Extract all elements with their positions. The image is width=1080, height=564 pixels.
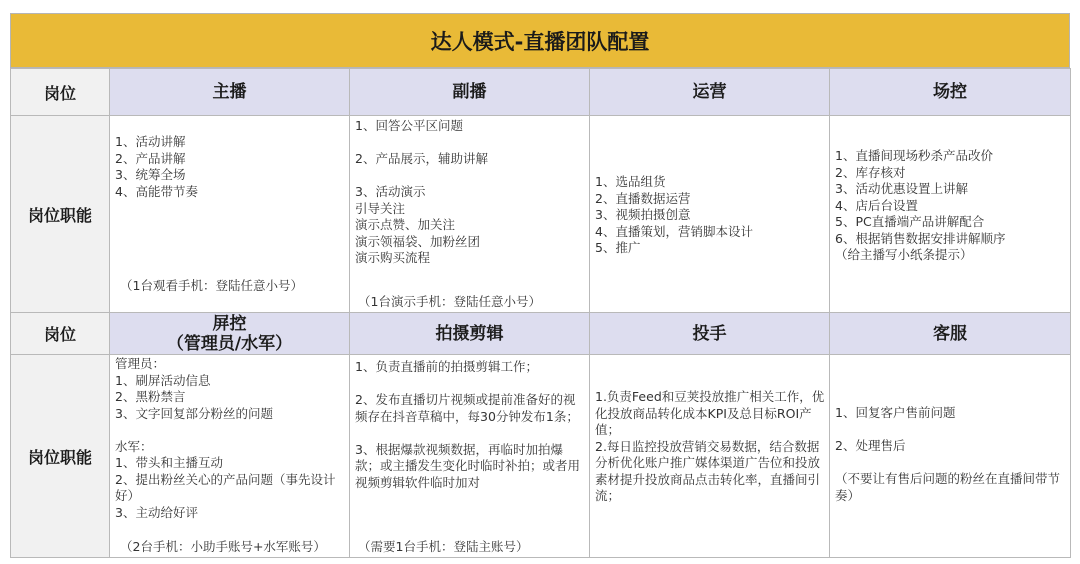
cell-screen-control-duties	[110, 355, 350, 558]
screen-control-subtitle: （管理员/水军）	[166, 333, 293, 354]
page-title: 达人模式-直播团队配置	[10, 13, 1070, 68]
cell-operations-duties	[590, 116, 830, 313]
cell-field-control-duties	[830, 116, 1071, 313]
screen-control-title: 屏控	[212, 313, 247, 334]
header-ad-buyer: 投手	[590, 313, 830, 355]
row-label-position: 岗位	[11, 69, 110, 116]
co-anchor-device-note: （1台演示手机：登陆任意小号）	[358, 293, 541, 309]
cell-co-anchor-duties	[350, 116, 590, 313]
filming-duties-text: 1、负责直播前的拍摄剪辑工作； 2、发布直播切片视频或提前准备好的视频存在抖音草稿中，每30分钟发布1条； 3、根据爆款视频数据，再临时加拍爆款；或主播发生变化时临时补拍；或者用视频剪辑软件临时加对	[355, 359, 581, 490]
cell-ad-buyer-duties	[590, 355, 830, 558]
cell-filming-duties	[350, 355, 590, 558]
header-operations: 运营	[590, 69, 830, 116]
duty-row-2	[11, 355, 1071, 558]
anchor-device-note: （1台观看手机：登陆任意小号）	[120, 277, 303, 293]
field-control-duties-text: 1、直播间现场秒杀产品改价 2、库存核对 3、活动优惠设置上讲解 4、店后台设置 5、PC直播端产品讲解配合 6、根据销售数据安排讲解顺序 （给主播写小纸条提示）	[835, 148, 1006, 262]
team-table	[10, 68, 1071, 558]
duty-row-1	[11, 116, 1071, 313]
cell-customer-service-duties	[830, 355, 1071, 558]
header-customer-service: 客服	[830, 313, 1071, 355]
team-config-sheet	[10, 13, 1070, 558]
filming-device-note: （需要1台手机：登陆主账号）	[358, 538, 529, 554]
screen-control-duties-text: 管理员： 1、刷屏活动信息 2、黑粉禁言 3、文字回复部分粉丝的问题 水军： 1、带头和主播互动 2、提出粉丝关心的产品问题（事先设计好） 3、主动给好评	[115, 356, 336, 520]
ad-buyer-duties-text: 1.负责Feed和豆荚投放推广相关工作，优化投放商品转化成本KPI及总目标ROI产值； 2.每日监控投放营销交易数据，结合数据分析优化账户推广媒体渠道广告位和投放素材提升投放商品点击转化率，直播间引流；	[595, 389, 825, 503]
anchor-duties-text: 1、活动讲解 2、产品讲解 3、统筹全场 4、高能带节奏	[115, 134, 198, 199]
header-row-1	[11, 69, 1071, 116]
header-filming-editing: 拍摄剪辑	[350, 313, 590, 355]
header-screen-control	[110, 313, 350, 355]
screen-control-device-note: （2台手机：小助手账号+水军账号）	[120, 538, 326, 554]
customer-service-duties-text: 1、回复客户售前问题 2、处理售后 （不要让有售后问题的粉丝在直播间带节奏）	[835, 405, 1061, 503]
row-label-duties-2: 岗位职能	[11, 355, 110, 558]
cell-anchor-duties	[110, 116, 350, 313]
co-anchor-duties-text: 1、回答公平区问题 2、产品展示，辅助讲解 3、活动演示 引导关注 演示点赞、加关注 演示领福袋、加粉丝团 演示购买流程	[355, 118, 488, 265]
header-field-control: 场控	[830, 69, 1071, 116]
header-co-anchor: 副播	[350, 69, 590, 116]
row-label-position-2: 岗位	[11, 313, 110, 355]
header-row-2	[11, 313, 1071, 355]
operations-duties-text: 1、选品组货 2、直播数据运营 3、视频拍摄创意 4、直播策划，营销脚本设计 5、推广	[595, 174, 753, 255]
header-anchor: 主播	[110, 69, 350, 116]
row-label-duties: 岗位职能	[11, 116, 110, 313]
